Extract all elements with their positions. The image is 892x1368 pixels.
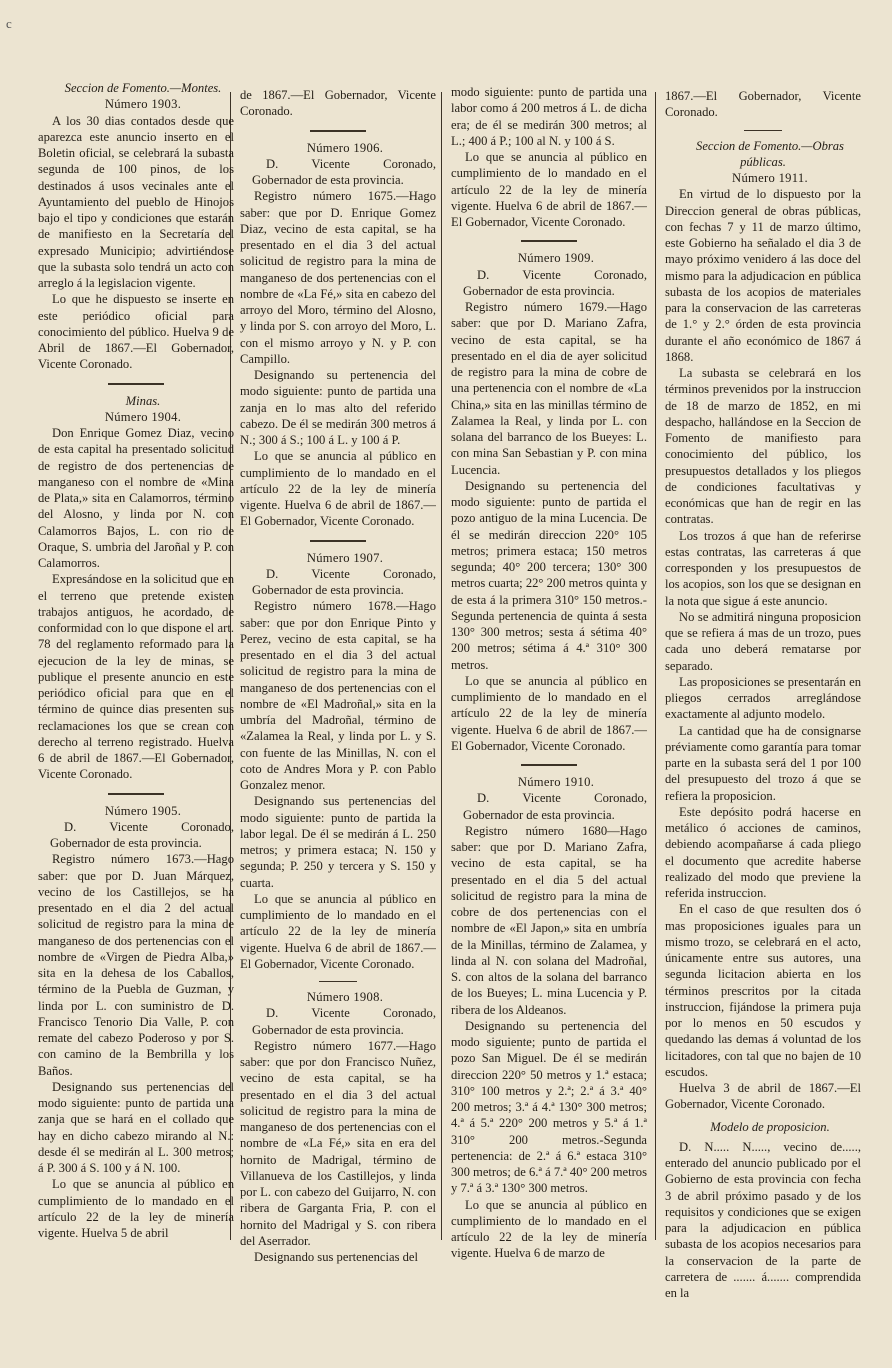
section-title: Modelo de proposicion.: [710, 1119, 830, 1134]
paragraph-continued: 1867.—El Gobernador, Vicente Coronado.: [665, 89, 861, 120]
paragraph: En virtud de lo dispuesto por la Direccion general de obras públicas, con fechas 7 y 11 de marzo último, este Gobierno ha señalado el dia 3 de mayo próximo venidero á las doce del mismo para la adjudicacion en pública subasta de los acopios de materiales para la conservacion de las carreteras de 1.° y 2.° órden de esta provincia durante el año económico de 1867 á 1868.: [665, 187, 861, 364]
notice-number: Número 1907.: [306, 550, 384, 565]
paragraph: La subasta se celebrará en los términos prevenidos por la instruccion de 18 de marzo de 1852, en mi despacho, hallándose en la Seccion de Fomento de manifiesto para conocimiento del público, los presupuestos detallados y los pliegos de condiciones facultativas y económicas que han de regir en las contratas.: [665, 366, 861, 527]
paragraph: La cantidad que ha de consignarse préviamente como garantía para tomar parte en la subasta será del 1 por 100 del presupuesto del trozo á que se refiera la proposicion.: [665, 723, 861, 803]
paragraph: En el caso de que resulten dos ó mas proposiciones iguales para un mismo trozo, se celebrará en el acto, únicamente entre sus autores, una segunda licitacion abierta en los términos prescritos por la citada instruccion, fijándose la primera puja por lo menos en 50 escudos y quedando las demas á voluntad de los licitadores, con tal que no bajen de 10 escudos.: [665, 902, 861, 1079]
paragraph: Lo que se anuncia al público en cumplimiento de lo mandado en el artículo 22 de la ley de minería vigente. Huelva 6 de abril de 1867.—El Gobernador, Vicente Coronado.: [240, 449, 436, 529]
paragraph: Huelva 3 de abril de 1867.—El Gobernador, Vicente Coronado.: [665, 1081, 861, 1112]
paragraph: Lo que se anuncia al público en cumplimiento de lo mandado en el artículo 22 de la ley de minería vigente. Huelva 6 de abril de 1867.—El Gobernador, Vicente Coronado.: [451, 673, 647, 753]
separator-rule: [310, 130, 366, 132]
notice-heading: D. Vicente Coronado, Gobernador de esta provincia.: [463, 267, 647, 298]
column-3: [451, 84, 647, 1364]
paragraph: Registro número 1675.—Hago saber: que por D. Enrique Gomez Diaz, vecino de esta capital, se ha presentado en el dia 3 del actual solicitud de registro para la mina de manganeso de dos pertenencias con el nombre de «La Fé,» sita en cabezo del arroyo del Moro, término del Alosno, y linda por S. con arroyo del Moro, L. con el mismo arroyo y N. y P. con Campillo.: [240, 189, 436, 366]
paragraph: Designando sus pertenencias del modo siguiente: punto de partida una zanja que se hará en el collado que hay en dicho cabezo mirando al N.: desde él se medirán al L. 300 metros; á P. 300 á S. 100 y á N. 100.: [38, 1079, 234, 1175]
paragraph: Registro número 1678.—Hago saber: que por don Enrique Pinto y Perez, vecino de esta capital, se ha presentado en el dia 3 del actual solicitud de registro para la mina de manganeso de dos pertenencias con el nombre de «El Madroñal,» sita en la umbría del Madroñal, término de «Zalamea la Real, y linda por L. y S. con fuente de las Minillas, N. con el coto de Andres Mora y P. con Pablo Gonzalez menor.: [240, 599, 436, 792]
column-4: [665, 88, 861, 1368]
paragraph: Registro número 1677.—Hago saber: que por don Francisco Nuñez, vecino de esta capital, se ha presentado en el dia 3 del actual solicitud de registro para la mina de manganeso de dos pertenencias con el nombre de «La Fé,» sita en era del hornito de Madrigal, término de Villanueva de los Castillejos, y linda por L. con cabezo del Guijarro, N. con ribera de Garganta Fria, P. con el hornito del Madrigal y S. con ribera del Aserrador.: [240, 1038, 436, 1248]
paragraph: Designando sus pertenencias del: [254, 1250, 419, 1264]
column-rule: [655, 92, 656, 1240]
separator-rule: [108, 383, 164, 385]
separator-rule: [521, 764, 577, 766]
notice-number: Número 1906.: [306, 140, 384, 155]
paragraph: No se admitirá ninguna proposicion que se refiera á mas de un trozo, pues cada uno deberá rematarse por separado.: [665, 609, 861, 673]
column-1: [38, 80, 234, 1360]
separator-rule: [744, 130, 782, 131]
notice-heading: D. Vicente Coronado, Gobernador de esta provincia.: [252, 156, 436, 187]
column-rule: [441, 92, 442, 1240]
notice-number: Número 1910.: [517, 775, 595, 789]
notice-number: Número 1908.: [306, 990, 384, 1004]
paragraph: Las proposiciones se presentarán en pliegos cerrados arreglándose exactamente al adjunto modelo.: [665, 674, 861, 722]
separator-rule: [319, 981, 357, 982]
corner-mark: c: [6, 16, 12, 31]
paragraph: Lo que se anuncia al público en cumplimiento de lo mandado en el artículo 22 de la ley de minería vigente. Huelva 5 de abril: [38, 1177, 234, 1240]
notice-number: Número 1903.: [104, 97, 182, 112]
paragraph: Designando sus pertenencias del modo siguiente: punto de partida la labor legal. De él se medirán á L. 250 metros; y primera estaca; N. 150 y segunda; P. 250 y tercera y S. 150 y cuarta.: [240, 794, 436, 890]
paragraph: Este depósito podrá hacerse en metálico ó acciones de caminos, debiendo acompañarse á cada pliego el documento que acredite haberse realizado del modo que previene la referida instruccion.: [665, 804, 861, 900]
paragraph: Expresándose en la solicitud que en el terreno que pretende existen trabajos antiguos, he acordado, de conformidad con lo que dispone el art. 78 del reglamento reformado para la ejecucion de la ley de minas, se publique el presente anuncio en este periódico oficial para que en el término de quince dias presenten sus reclamaciones los que se crean con derecho al terreno registrado. Huelva 6 de abril de 1867.—El Gobernador, Vicente Coronado.: [38, 572, 234, 782]
paragraph-continued: de 1867.—El Gobernador, Vicente Coronado.: [240, 88, 436, 119]
notice-number: Número 1911.: [732, 171, 808, 185]
paragraph: D. N..... N....., vecino de....., enterado del anuncio publicado por el Gobierno de esta provincia con fecha 3 de abril próximo pasado y de los requisitos y condiciones que se exigen para la adjudicacion en pública subasta de los acopios necesarios para la conservacion de la parte de carretera de ....... á....... comprendida en la: [665, 1139, 861, 1300]
paragraph: Registro número 1679.—Hago saber: que por D. Mariano Zafra, vecino de esta capital, se ha presentado en el dia de ayer solicitud de registro para la mina de cobre de una pertenencia con el nombre de «La China,» sita en las minillas término de Zalamea la Real, y linda por L. con solana del barranco de los Bueyes: L. con mina San Sebastian y P. con mina Lucencia.: [451, 300, 647, 477]
paragraph: Registro número 1680—Hago saber: que por D. Mariano Zafra, vecino de esta capital, se ha presentado en el dia 5 del actual solicitud de registro para la mina de cobre de dos pertenencias con el nombre de «El Japon,» sita en umbría de la Minillas, término de Zalamea, y linda al N. con solana del Madroñal, S. con altos de la solana del barranco de los Bueyes; L. mina Lucencia y P. ribera de los Aldeanos.: [451, 823, 647, 1017]
notice-heading: D. Vicente Coronado, Gobernador de esta provincia.: [50, 819, 234, 850]
paragraph: Lo que se anuncia al público en cumplimiento de lo mandado en el artículo 22 de la ley de minería vigente. Huelva 6 de abril de 1867.—El Gobernador, Vicente Coronado.: [451, 150, 647, 229]
section-title: Seccion de Fomento.—Montes.: [64, 81, 222, 95]
paragraph: Designando su pertenencia del modo siguiente; punto de partida el pozo San Miguel. De él se medirán direccion 220° 50 metros y 1.ª estaca; 310° 100 metros y 2.ª; 2.ª á 3.ª 40° 200 metros; 3.ª á 4.ª 130° 300 metros; 4.ª á 5.ª 220° 200 metros y 5.ª á 1.ª 310° 200 metros.-Segunda pertenencia: de 2.ª á 6.ª estaca 310° 300 metros; de 6.ª á 7.ª 40° 200 metros y 7.ª á 3.ª 130° 300 metros.: [451, 1018, 647, 1196]
paragraph-continued: modo siguiente: punto de partida una labor como á 200 metros á L. de dicha era; de él se medirán 300 metros; al L.; 400 á P.; 100 al N. y 100 á S.: [451, 85, 647, 148]
separator-rule: [310, 540, 366, 542]
paragraph: Lo que he dispuesto se inserte en este periódico oficial para conocimiento del público. Huelva 9 de Abril de 1867.—El Gobernador, Vicente Coronado.: [38, 292, 234, 372]
paragraph: Los trozos á que han de referirse estas contratas, las carreteras á que corresponden y los presupuestos de los acopios, son los que se designan en la nota que sigue á este anuncio.: [665, 528, 861, 608]
paragraph: A los 30 dias contados desde que aparezca este anuncio inserto en el Boletin oficial, se celebrará la subasta segunda de 100 pinos, de los destinados á usos vecinales ante el Ayuntamiento del pueblo de Hinojos bajo el tipo y condiciones que estarán de manifiesto en la Secretaría del expresado Municipio; advirtiéndose que la subasta solo tendrá un acto con arreglo á la legislacion vigente.: [38, 113, 234, 290]
paragraph: Lo que se anuncia al público en cumplimiento de lo mandado en el artículo 22 de la ley de minería vigente. Huelva 6 de marzo de: [451, 1197, 647, 1261]
notice-number: Número 1909.: [517, 251, 595, 266]
notice-heading: D. Vicente Coronado, Gobernador de esta provincia.: [463, 791, 647, 822]
paragraph: Don Enrique Gomez Diaz, vecino de esta capital ha presentado solicitud de registro de dos pertenencias de manganeso con el nombre de «Mina de Plata,» sita en Calamorros, término del Alosno, y linda por N. con Calamorros Bajos, L. con rio de Oraque, S. umbria del Jaroñal y P. con Calamorros.: [38, 426, 234, 570]
column-2: [240, 87, 436, 1367]
separator-rule: [108, 793, 164, 795]
section-title: Seccion de Fomento.—Obras públicas.: [696, 138, 844, 169]
paragraph: Designando su pertenencia del modo siguiente: punto de partida el pozo antiguo de la mina Lucencia. De él se medirán direccion 220° 105 metros; primera estaca; 150 metros segunda; 40° 200 tercera; 130° 300 metros cuarta; 22° 200 metros quinta y de esta á la primera 310° 150 metros.-Segunda pertenencia de quinta á sesta 130° 300 metros; sesta á sétima 40° 200 metros; sétima á 4.ª 310° 300 metros.: [451, 478, 647, 672]
separator-rule: [521, 240, 577, 242]
section-title: Minas.: [125, 393, 161, 408]
notice-number: Número 1904.: [104, 409, 182, 424]
notice-heading: D. Vicente Coronado, Gobernador de esta provincia.: [252, 1006, 436, 1037]
paragraph: Registro número 1673.—Hago saber: que por D. Juan Márquez, vecino de los Castillejos, se ha presentado en el dia 2 del actual solicitud de registro para la mina de manganeso de dos pertenencias con el nombre de «Virgen de Piedra Alba,» sita en la dehesa de los Caballos, término de la Puebla de Guzman, y linda por L. con suministro de D. Francisco Tenorio Dia Valle, P. con remate del cabezo Poderoso y por S. con camino de la Bembrilla y los Baños.: [38, 852, 234, 1078]
paragraph: Lo que se anuncia al público en cumplimiento de lo mandado en el artículo 22 de la ley de minería vigente. Huelva 6 de abril de 1867.—El Gobernador, Vicente Coronado.: [240, 891, 436, 971]
notice-number: Número 1905.: [104, 803, 182, 818]
paragraph: Designando su pertenencia del modo siguiente: punto de partida una zanja en lo mas alto del referido cabezo. De él se medirán 300 metros á N.; 300 á S.; 100 á L. y 100 á P.: [240, 368, 436, 447]
notice-heading: D. Vicente Coronado, Gobernador de esta provincia.: [252, 566, 436, 597]
